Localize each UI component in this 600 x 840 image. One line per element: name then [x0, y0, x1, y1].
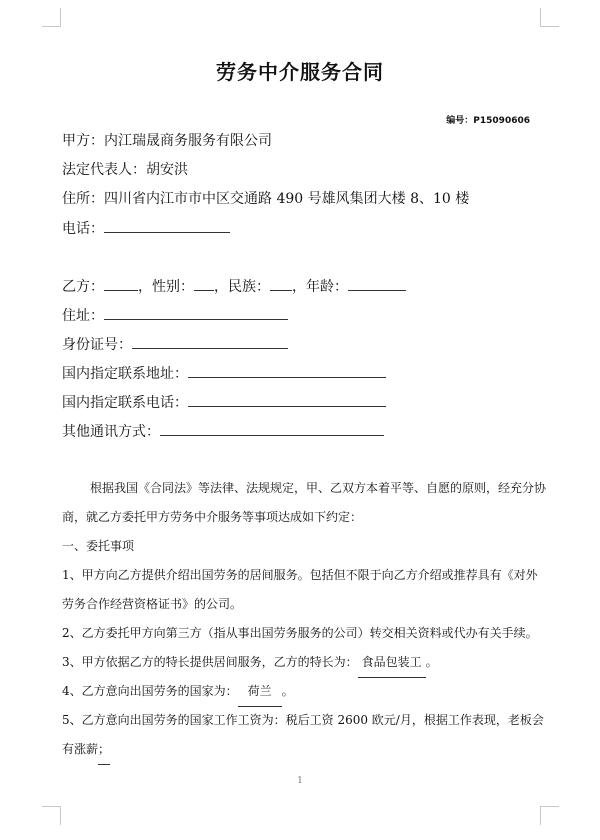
party-b-domestic-phone-label: 国内指定联系电话：	[62, 395, 188, 411]
party-a-phone-label: 电话：	[62, 221, 104, 237]
party-b-address-blank[interactable]	[104, 305, 288, 320]
clause-3	[62, 648, 546, 678]
clause-4	[62, 677, 546, 707]
party-b-name-blank[interactable]	[104, 276, 138, 291]
clause-5	[62, 706, 546, 765]
page-number: 1	[297, 776, 303, 786]
clause-4-text: 4、乙方意向出国劳务的国家为：	[62, 684, 238, 698]
intro-paragraph: 根据我国《合同法》等法律、法规规定，甲、乙双方本着平等、自愿的原则，经充分协商，就乙方委托甲方劳务中介服务等事项达成如下约定：	[62, 481, 547, 524]
party-b-ethnicity-label: ，民族：	[214, 279, 270, 295]
section-1-heading: 一、委托事项	[62, 539, 135, 553]
party-b-other-contact-blank[interactable]	[160, 421, 384, 436]
party-a-phone-blank[interactable]	[104, 218, 230, 233]
clause-5-text: 5、乙方意向出国劳务的国家工作工资为：税后工资 2600 欧元/月，根据工作表现，老板会有涨薪	[62, 713, 544, 756]
clause-5-end: ；	[98, 735, 110, 765]
party-b-gender-blank[interactable]	[194, 276, 214, 291]
corner-mark-bottom-left	[42, 806, 61, 825]
corner-mark-bottom-right	[540, 806, 559, 825]
specialty-value: 食品包装工	[358, 648, 426, 678]
party-b-id-blank[interactable]	[132, 334, 288, 349]
clause-3-text: 3、甲方依据乙方的特长提供居间服务，乙方的特长为：	[62, 655, 358, 669]
clause-1: 1、甲方向乙方提供介绍出国劳务的居间服务。包括但不限于向乙方介绍或推荐具有《对外劳务合作经营资格证书》的公司。	[62, 568, 538, 611]
party-b-domestic-address	[62, 363, 386, 383]
party-b-age-blank[interactable]	[348, 276, 406, 291]
party-a-representative: 法定代表人：胡安洪	[62, 162, 188, 178]
party-b-domestic-phone	[62, 392, 386, 412]
party-a-name: 甲方：内江瑞晟商务服务有限公司	[62, 133, 272, 149]
corner-mark-top-left	[42, 8, 61, 27]
party-b-ethnicity-blank[interactable]	[270, 276, 292, 291]
party-b-domestic-phone-blank[interactable]	[188, 392, 386, 407]
party-a-phone	[62, 218, 230, 238]
party-b-other-contact-label: 其他通讯方式：	[62, 424, 160, 440]
party-b-gender-label: ，性别：	[138, 279, 194, 295]
party-b-address	[62, 305, 288, 325]
party-b-address-label: 住址：	[62, 308, 104, 324]
party-b-other-contact	[62, 421, 384, 441]
clause-4-end: 。	[281, 684, 294, 698]
party-b-age-label: ，年龄：	[292, 279, 348, 295]
party-b-id-label: 身份证号：	[62, 337, 132, 353]
clause-3-end: 。	[425, 655, 438, 669]
contract-number-value: P15090606	[473, 116, 530, 126]
clause-2: 2、乙方委托甲方向第三方（指从事出国劳务服务的公司）转交相关资料或代办有关手续。	[62, 626, 538, 640]
party-b-id	[62, 334, 288, 354]
party-b-domestic-address-label: 国内指定联系地址：	[62, 366, 188, 382]
party-b-domestic-address-blank[interactable]	[188, 363, 386, 378]
contract-number-label: 编号：	[446, 116, 474, 126]
country-value: 荷兰	[238, 677, 282, 707]
document-title: 劳务中介服务合同	[216, 60, 384, 84]
party-b-basic-info	[62, 276, 406, 296]
contract-number	[446, 113, 530, 126]
party-b-name-label: 乙方：	[62, 279, 104, 295]
party-a-address: 住所：四川省内江市市中区交通路 490 号雄风集团大楼 8、10 楼	[62, 191, 470, 207]
corner-mark-top-right	[540, 8, 559, 27]
